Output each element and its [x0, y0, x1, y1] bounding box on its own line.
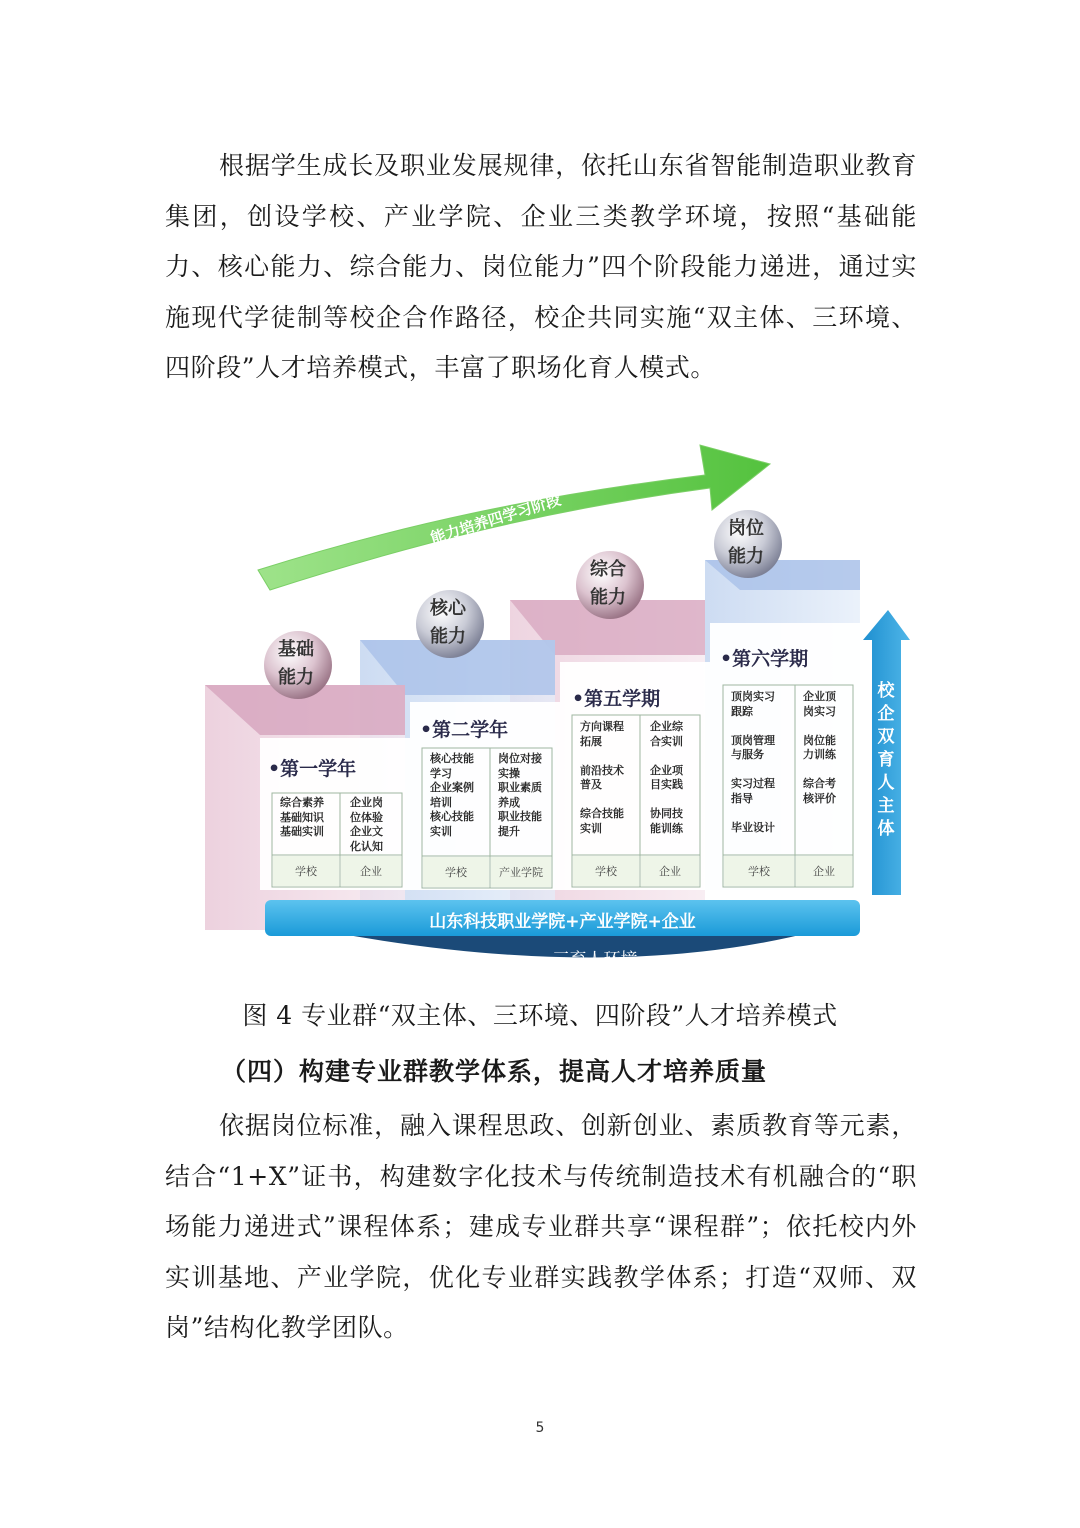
stage4-enterprise-cell: 企业顶 岗实习 岗位能 力训练 综合考 核评价 [803, 690, 836, 805]
page-number: 5 [535, 1420, 545, 1436]
ball-label-basic: 基础 能力 [278, 639, 314, 688]
stage2-school-foot: 学校 [445, 866, 467, 879]
bottom-bar-label: 山东科技职业学院+产业学院+企业 [429, 912, 696, 932]
bottom-arc-label: 三育人环境 [552, 950, 638, 970]
stage3-school-foot: 学校 [595, 865, 617, 878]
stage1-school-foot: 学校 [295, 865, 317, 878]
stage1-enterprise-foot: 企业 [360, 865, 382, 878]
stage1-school-cell: 综合素养 基础知识 基础实训 [280, 796, 324, 838]
stage3-school-cell: 方向课程 拓展 前沿技术 普及 综合技能 实训 [580, 720, 624, 835]
stage3-enterprise-cell: 企业综 合实训 企业项 目实践 协同技 能训练 [650, 720, 683, 835]
vertical-arrow-label: 校企双育人主体 [877, 681, 895, 839]
semester-5: •第五学期 [572, 688, 661, 710]
stage4-school-foot: 学校 [748, 865, 770, 878]
arrow-label: 能力培养四学习阶段 [428, 490, 563, 548]
semester-6: •第六学期 [720, 648, 809, 670]
ball-label-position: 岗位 能力 [728, 518, 764, 567]
stage4-enterprise-foot: 企业 [813, 865, 835, 878]
stage1-enterprise-cell: 企业岗 位体验 企业文 化认知 [350, 796, 383, 853]
stage2-school-cell: 核心技能 学习 企业案例 培训 核心技能 实训 [430, 752, 474, 838]
semester-2: •第二学年 [420, 719, 509, 741]
stage2-college-foot: 产业学院 [499, 866, 543, 879]
stage2-college-cell: 岗位对接 实操 职业素质 养成 职业技能 提升 [498, 752, 542, 838]
training-model-figure [200, 440, 910, 985]
semester-1: •第一学年 [268, 758, 357, 780]
ball-label-comprehensive: 综合 能力 [590, 559, 626, 608]
stage4-school-cell: 顶岗实习 跟踪 顶岗管理 与服务 实习过程 指导 毕业设计 [731, 690, 775, 834]
section-heading: （四）构建专业群教学体系，提高人才培养质量 [221, 1057, 768, 1086]
figure-caption: 图 4 专业群“双主体、三环境、四阶段”人才培养模式 [242, 1001, 838, 1030]
stage3-enterprise-foot: 企业 [659, 865, 681, 878]
body-paragraph: 根据学生成长及职业发展规律，依托山东省智能制造职业教育集团，创设学校、产业学院、企业三类教学环境，按照“基础能力、核心能力、综合能力、岗位能力”四个阶段能力递进，通过实施现代学徒制等校企合作路径，校企共同实施“双主体、三环境、四阶段”人才培养模式，丰富了职场化育人模式。 [165, 151, 917, 382]
ball-label-core: 核心 能力 [430, 598, 466, 647]
body-paragraph-2: 依据岗位标准，融入课程思政、创新创业、素质教育等元素，结合“1+X”证书，构建数字化技术与传统制造技术有机融合的“职场能力递进式”课程体系；建成专业群共享“课程群”；依托校内外实训基地、产业学院，优化专业群实践教学体系；打造“双师、双岗”结构化教学团队。 [165, 1111, 917, 1342]
